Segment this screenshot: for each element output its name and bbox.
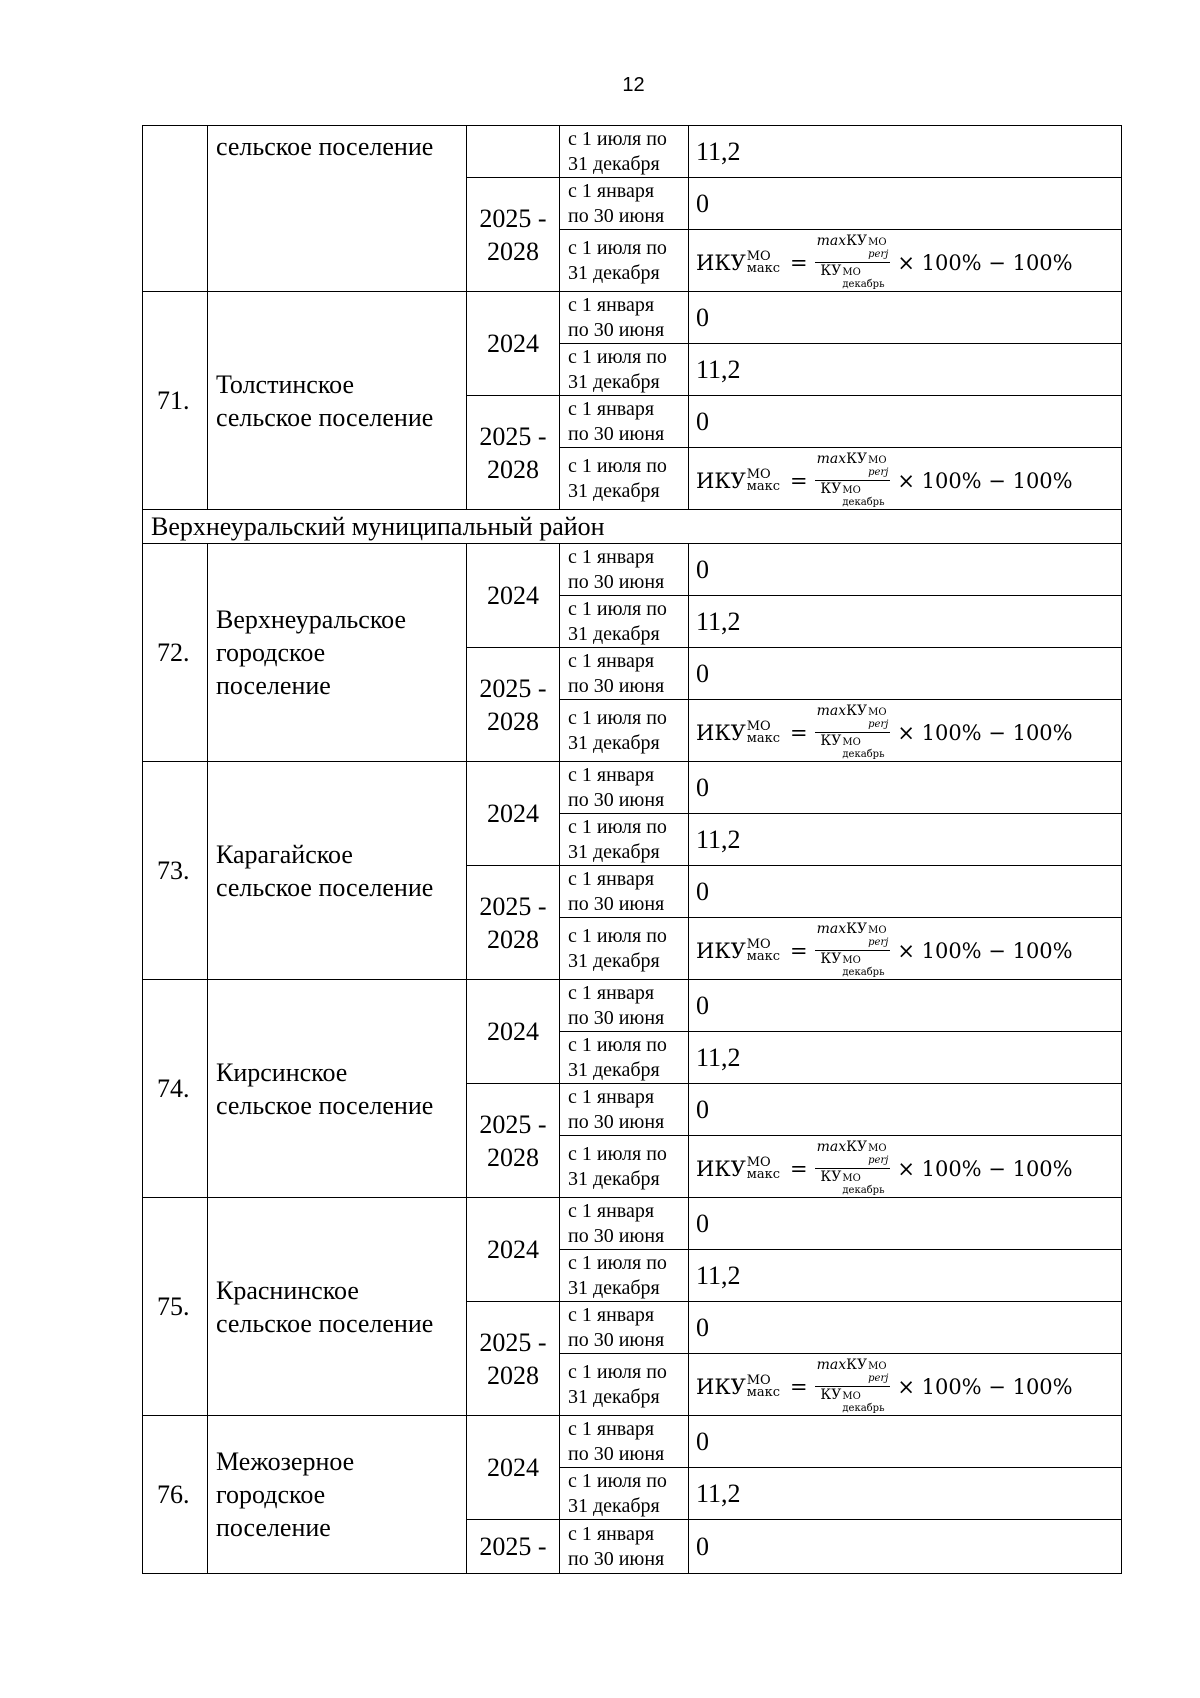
period-cell: с 1 января по 30 июня: [560, 762, 689, 814]
period-cell: с 1 июля по 31 декабря: [560, 1136, 689, 1198]
value-cell: 0: [689, 544, 1122, 596]
year-cell: 2025 - 2028: [467, 1084, 560, 1198]
period-cell: с 1 января по 30 июня: [560, 1520, 689, 1574]
district-header: Верхнеуральский муниципальный район: [143, 510, 1122, 544]
value-cell: 0: [689, 1198, 1122, 1250]
year-cell: 2025 - 2028: [467, 648, 560, 762]
formula-cell: [689, 700, 1122, 762]
settlement-name: Верхнеуральское городское поселение: [208, 544, 467, 762]
formula-cell: [689, 1354, 1122, 1416]
value-cell: 11,2: [689, 1468, 1122, 1520]
ikumo-formula: ИКУ МО макс = maxКУ МО perj КУ МО декабрь × 100% − 100%: [696, 1139, 1073, 1196]
value-cell: 0: [689, 292, 1122, 344]
value-cell: 0: [689, 1084, 1122, 1136]
period-cell: с 1 января по 30 июня: [560, 648, 689, 700]
value-cell: 0: [689, 1520, 1122, 1574]
settlement-name: Карагайское сельское поселение: [208, 762, 467, 980]
page-number: 12: [622, 74, 645, 96]
row-number: 74.: [143, 980, 208, 1198]
value-cell: 0: [689, 980, 1122, 1032]
year-cell: [467, 126, 560, 178]
year-cell: 2024: [467, 762, 560, 866]
value-cell: 0: [689, 648, 1122, 700]
row-number: 76.: [143, 1416, 208, 1574]
period-cell: с 1 июля по 31 декабря: [560, 700, 689, 762]
value-cell: 11,2: [689, 1250, 1122, 1302]
period-cell: с 1 января по 30 июня: [560, 396, 689, 448]
value-cell: 0: [689, 762, 1122, 814]
year-cell: 2024: [467, 1416, 560, 1520]
row-number: 71.: [143, 292, 208, 510]
period-cell: с 1 июля по 31 декабря: [560, 344, 689, 396]
period-cell: с 1 июля по 31 декабря: [560, 1468, 689, 1520]
row-number: 72.: [143, 544, 208, 762]
period-cell: с 1 июля по 31 декабря: [560, 126, 689, 178]
row-number-cell: [143, 126, 208, 292]
table-row: [143, 1198, 1122, 1250]
value-cell: 0: [689, 396, 1122, 448]
value-cell: 11,2: [689, 126, 1122, 178]
ikumo-formula: ИКУ МО макс = maxКУ МО perj КУ МО декабрь × 100% − 100%: [696, 703, 1073, 760]
settlement-name: Толстинское сельское поселение: [208, 292, 467, 510]
value-cell: 0: [689, 1416, 1122, 1468]
period-cell: с 1 января по 30 июня: [560, 980, 689, 1032]
row-number: 75.: [143, 1198, 208, 1416]
period-cell: с 1 января по 30 июня: [560, 1302, 689, 1354]
table-row: [143, 980, 1122, 1032]
settlement-name: Краснинское сельское поселение: [208, 1198, 467, 1416]
ikumo-formula: ИКУ МО макс = maxКУ МО perj КУ МО декабрь × 100% − 100%: [696, 451, 1073, 508]
period-cell: с 1 июля по 31 декабря: [560, 918, 689, 980]
table-row: [143, 1416, 1122, 1468]
ikumo-formula: ИКУ МО макс = maxКУ МО perj КУ МО декабрь × 100% − 100%: [696, 921, 1073, 978]
period-cell: с 1 января по 30 июня: [560, 866, 689, 918]
year-cell: 2025 - 2028: [467, 866, 560, 980]
period-cell: с 1 января по 30 июня: [560, 178, 689, 230]
year-cell: 2025 - 2028: [467, 396, 560, 510]
period-cell: с 1 января по 30 июня: [560, 1084, 689, 1136]
formula-cell: [689, 448, 1122, 510]
year-cell: 2024: [467, 980, 560, 1084]
period-cell: с 1 июля по 31 декабря: [560, 448, 689, 510]
period-cell: с 1 июля по 31 декабря: [560, 596, 689, 648]
table-row: [143, 762, 1122, 814]
period-cell: с 1 июля по 31 декабря: [560, 1032, 689, 1084]
formula-cell: [689, 230, 1122, 292]
tariff-table: [142, 125, 1122, 1574]
settlement-name: Кирсинское сельское поселение: [208, 980, 467, 1198]
value-cell: 11,2: [689, 1032, 1122, 1084]
year-cell: 2024: [467, 544, 560, 648]
ikumo-formula: ИКУ МО макс = maxКУ МО perj КУ МО декабрь × 100% − 100%: [696, 1357, 1073, 1414]
period-cell: с 1 января по 30 июня: [560, 1198, 689, 1250]
period-cell: с 1 января по 30 июня: [560, 292, 689, 344]
row-number: 73.: [143, 762, 208, 980]
period-cell: с 1 июля по 31 декабря: [560, 230, 689, 292]
period-cell: с 1 июля по 31 декабря: [560, 814, 689, 866]
year-cell: 2025 - 2028: [467, 178, 560, 292]
period-cell: с 1 июля по 31 декабря: [560, 1250, 689, 1302]
table-row: [143, 126, 1122, 178]
table-row: [143, 544, 1122, 596]
value-cell: 11,2: [689, 596, 1122, 648]
formula-cell: [689, 918, 1122, 980]
table-row: [143, 510, 1122, 544]
formula-cell: [689, 1136, 1122, 1198]
period-cell: с 1 июля по 31 декабря: [560, 1354, 689, 1416]
value-cell: 0: [689, 178, 1122, 230]
value-cell: 11,2: [689, 814, 1122, 866]
value-cell: 11,2: [689, 344, 1122, 396]
year-cell: 2024: [467, 292, 560, 396]
ikumo-formula: ИКУ МО макс = maxКУ МО perj КУ МО декабрь × 100% − 100%: [696, 233, 1073, 290]
table-row: [143, 292, 1122, 344]
settlement-name: сельское поселение: [208, 126, 467, 292]
year-cell: 2025 -: [467, 1520, 560, 1574]
value-cell: 0: [689, 866, 1122, 918]
value-cell: 0: [689, 1302, 1122, 1354]
year-cell: 2025 - 2028: [467, 1302, 560, 1416]
settlement-name: Межозерное городское поселение: [208, 1416, 467, 1574]
year-cell: 2024: [467, 1198, 560, 1302]
period-cell: с 1 января по 30 июня: [560, 544, 689, 596]
period-cell: с 1 января по 30 июня: [560, 1416, 689, 1468]
